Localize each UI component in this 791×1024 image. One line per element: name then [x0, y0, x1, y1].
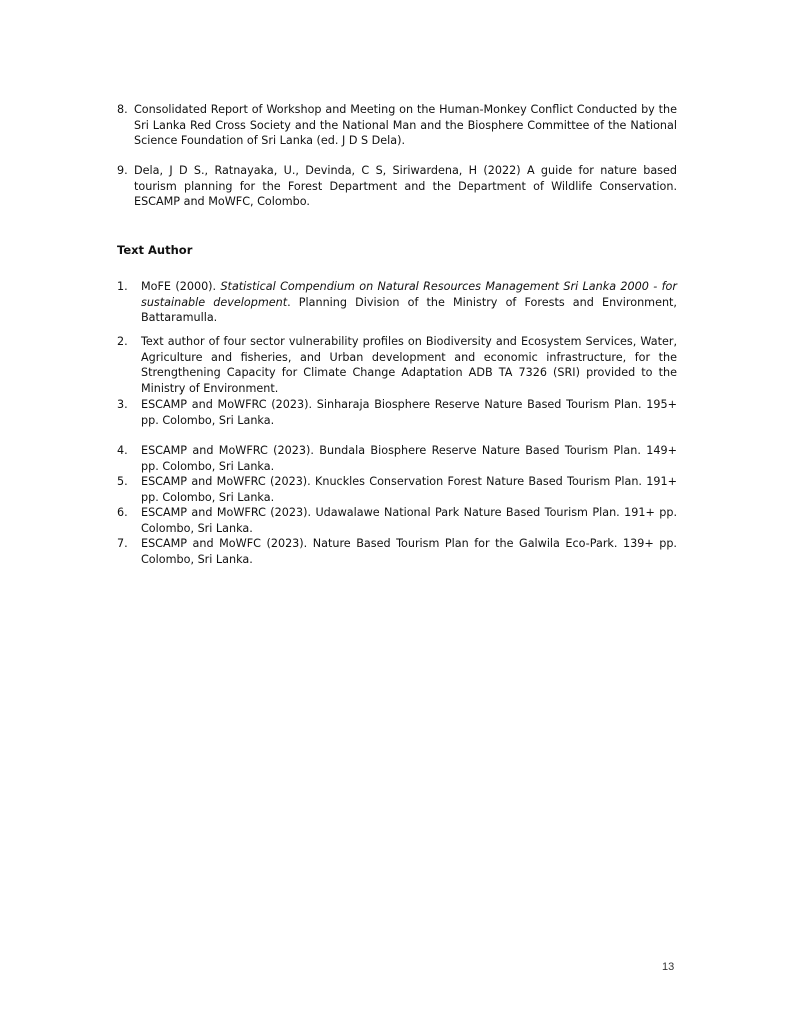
text-author-item-6	[117, 505, 677, 536]
item-prefix: MoFE (2000).	[141, 280, 221, 293]
text-author-item-7	[117, 536, 677, 567]
item-title-italic: Statistical Compendium on Natural Resources Management Sri Lanka 2000 - for sustainable development	[141, 280, 677, 309]
item-text: ESCAMP and MoWFRC (2023). Knuckles Conservation Forest Nature Based Tourism Plan. 191+ pp. Colombo, Sri Lanka.	[141, 475, 677, 504]
item-text	[141, 279, 677, 326]
reference-item-9	[117, 163, 677, 210]
item-number: 1.	[117, 280, 128, 293]
item-text: ESCAMP and MoWFRC (2023). Udawalawe National Park Nature Based Tourism Plan. 191+ pp. Colombo, Sri Lanka.	[141, 506, 677, 535]
text-author-item-4	[117, 443, 677, 474]
item-number: 6.	[117, 506, 128, 519]
item-number: 7.	[117, 537, 128, 550]
item-number: 5.	[117, 475, 128, 488]
text-author-item-5	[117, 474, 677, 505]
item-text: Text author of four sector vulnerability profiles on Biodiversity and Ecosystem Services, Water, Agriculture and fisheries, and Urban development and economic infrastructure, for the Strengthening Capacity for Climate Change Adaptation ADB TA 7326 (SRI) provided to the Ministry of Environment.	[141, 335, 677, 395]
item-suffix: . Planning Division of the Ministry of Forests and Environment, Battaramulla.	[141, 295, 677, 324]
reference-item-8	[117, 102, 677, 149]
page-number: 13	[662, 961, 675, 973]
item-text: Dela, J D S., Ratnayaka, U., Devinda, C S, Siriwardena, H (2022) A guide for nature based tourism planning for the Forest Department and the Department of Wildlife Conservation. ESCAMP and MoWFC, Colombo.	[134, 164, 677, 208]
item-number: 9.	[117, 164, 128, 177]
item-text: ESCAMP and MoWFRC (2023). Sinharaja Biosphere Reserve Nature Based Tourism Plan. 195+ pp. Colombo, Sri Lanka.	[141, 398, 677, 427]
item-number: 4.	[117, 444, 128, 457]
item-number: 2.	[117, 335, 128, 348]
text-author-item-3	[117, 397, 677, 428]
text-author-item-2	[117, 334, 677, 396]
item-text: ESCAMP and MoWFC (2023). Nature Based Tourism Plan for the Galwila Eco-Park. 139+ pp. Colombo, Sri Lanka.	[141, 537, 677, 566]
item-text: ESCAMP and MoWFRC (2023). Bundala Biosphere Reserve Nature Based Tourism Plan. 149+ pp. Colombo, Sri Lanka.	[141, 444, 677, 473]
item-number: 3.	[117, 398, 128, 411]
text-author-item-1	[117, 279, 677, 326]
item-number: 8.	[117, 103, 128, 116]
item-text: Consolidated Report of Workshop and Meeting on the Human-Monkey Conflict Conducted by the Sri Lanka Red Cross Society and the National Man and the Biosphere Committee of the National Science Foundation of Sri Lanka (ed. J D S Dela).	[134, 103, 677, 147]
section-heading: Text Author	[117, 243, 193, 257]
